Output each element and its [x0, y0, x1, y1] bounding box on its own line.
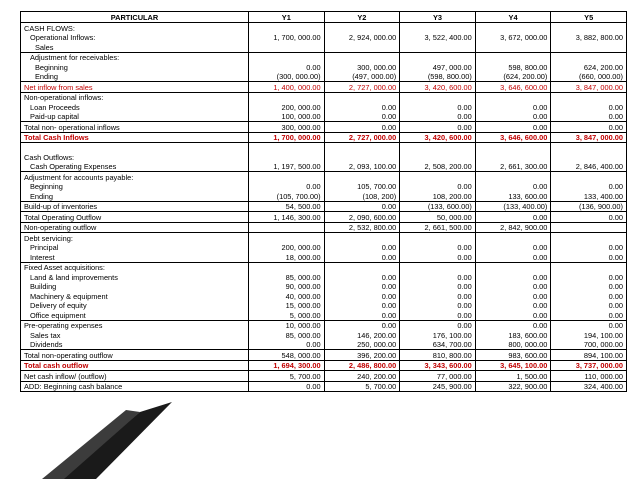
row-label: Non-operational inflows: — [21, 92, 249, 102]
row-label: Total Cash Inflows — [21, 132, 249, 143]
cell-y2: 0.00 — [324, 272, 400, 282]
cell-y2: 250, 000.00 — [324, 340, 400, 350]
row-label: ADD: Beginning cash balance — [21, 381, 249, 392]
cell-y3: 176, 100.00 — [400, 330, 476, 340]
cell-y1: 1, 700, 000.00 — [249, 132, 325, 143]
cell-y2: 0.00 — [324, 291, 400, 301]
cell-y5: 133, 400.00 — [551, 191, 627, 201]
row-label: Beginning — [21, 62, 249, 72]
cell-y3: 810, 800.00 — [400, 350, 476, 361]
cell-y4: (624, 200.00) — [475, 72, 551, 82]
cell-y4: 983, 600.00 — [475, 350, 551, 361]
header-cell-y4: Y4 — [475, 12, 551, 23]
cell-y1: 0.00 — [249, 62, 325, 72]
cell-y2: (108, 200) — [324, 191, 400, 201]
cell-y4: 0.00 — [475, 320, 551, 330]
cell-y2: 300, 000.00 — [324, 62, 400, 72]
row-label: Total non-operating outflow — [21, 350, 249, 361]
cell-y2: 2, 090, 600.00 — [324, 212, 400, 223]
cell-y1: 1, 146, 300.00 — [249, 212, 325, 223]
cell-y4: 598, 800.00 — [475, 62, 551, 72]
row-label: Non-operating outflow — [21, 222, 249, 233]
cell-y4: 0.00 — [475, 182, 551, 192]
cell-y1: 0.00 — [249, 182, 325, 192]
row-label: Building — [21, 282, 249, 292]
cell-y1: 1, 694, 300.00 — [249, 360, 325, 371]
cell-y1: 200, 000.00 — [249, 102, 325, 112]
header-cell-y3: Y3 — [400, 12, 476, 23]
cell-y2: 0.00 — [324, 122, 400, 133]
row-label: Cash Operating Expenses — [21, 162, 249, 172]
cell-y5: 3, 737, 000.00 — [551, 360, 627, 371]
cell-y2: (497, 000.00) — [324, 72, 400, 82]
cell-y1: 15, 000.00 — [249, 301, 325, 311]
cell-y1: 1, 700, 000.00 — [249, 33, 325, 43]
cell-y5: (136, 900.00) — [551, 201, 627, 212]
cell-y1: (300, 000.00) — [249, 72, 325, 82]
cell-y5: 0.00 — [551, 243, 627, 253]
cell-y4: 0.00 — [475, 122, 551, 133]
cell-y5: 0.00 — [551, 212, 627, 223]
cell-y3: 0.00 — [400, 310, 476, 320]
cell-y5: 0.00 — [551, 112, 627, 122]
row-label: Loan Proceeds — [21, 102, 249, 112]
cell-y3: 0.00 — [400, 282, 476, 292]
row-label: Operational Inflows: — [21, 33, 249, 43]
cell-y2: 0.00 — [324, 282, 400, 292]
cell-y1: 0.00 — [249, 340, 325, 350]
cell-y2: 396, 200.00 — [324, 350, 400, 361]
cell-y5: 0.00 — [551, 282, 627, 292]
cell-y4: 0.00 — [475, 272, 551, 282]
cell-y2: 0.00 — [324, 301, 400, 311]
cell-y3: (598, 800.00) — [400, 72, 476, 82]
cell-y4: 322, 900.00 — [475, 381, 551, 392]
cell-y3: 3, 420, 600.00 — [400, 82, 476, 93]
row-label: Net inflow from sales — [21, 82, 249, 93]
cell-y3: 634, 700.00 — [400, 340, 476, 350]
cell-y3: (133, 600.00) — [400, 201, 476, 212]
cell-y5: 0.00 — [551, 252, 627, 262]
cell-y1: (105, 700.00) — [249, 191, 325, 201]
cell-y5: 700, 000.00 — [551, 340, 627, 350]
cell-y3: 0.00 — [400, 301, 476, 311]
cell-y5: 0.00 — [551, 310, 627, 320]
cell-y2: 0.00 — [324, 112, 400, 122]
cell-y4: 0.00 — [475, 282, 551, 292]
row-label: Delivery of equity — [21, 301, 249, 311]
row-label: Fixed Asset acquisitions: — [21, 262, 249, 272]
cell-y5: 0.00 — [551, 122, 627, 133]
cell-y1: 1, 197, 500.00 — [249, 162, 325, 172]
cell-y5: (660, 000.00) — [551, 72, 627, 82]
cell-y3: 108, 200.00 — [400, 191, 476, 201]
row-label: Ending — [21, 191, 249, 201]
cell-y3: 0.00 — [400, 122, 476, 133]
row-label: Sales tax — [21, 330, 249, 340]
cell-y4: (133, 400.00) — [475, 201, 551, 212]
row-label: Land & land improvements — [21, 272, 249, 282]
cell-y5: 3, 847, 000.00 — [551, 132, 627, 143]
row-label: Total cash outflow — [21, 360, 249, 371]
cell-y2: 105, 700.00 — [324, 182, 400, 192]
cell-y1: 10, 000.00 — [249, 320, 325, 330]
cell-y5: 2, 846, 400.00 — [551, 162, 627, 172]
cell-y3: 2, 508, 200.00 — [400, 162, 476, 172]
row-label: Principal — [21, 243, 249, 253]
cell-y1: 300, 000.00 — [249, 122, 325, 133]
cell-y3: 77, 000.00 — [400, 371, 476, 382]
cell-y2: 2, 093, 100.00 — [324, 162, 400, 172]
cell-y2: 240, 200.00 — [324, 371, 400, 382]
cell-y5: 324, 400.00 — [551, 381, 627, 392]
cell-y3: 50, 000.00 — [400, 212, 476, 223]
cell-y2: 2, 727, 000.00 — [324, 132, 400, 143]
cell-y4: 3, 646, 600.00 — [475, 82, 551, 93]
row-label: CASH FLOWS: — [21, 23, 249, 33]
row-label: Beginning — [21, 182, 249, 192]
cell-y4: 3, 646, 600.00 — [475, 132, 551, 143]
cell-y2: 0.00 — [324, 243, 400, 253]
cell-y1: 5, 700.00 — [249, 371, 325, 382]
cell-y4: 3, 672, 000.00 — [475, 33, 551, 43]
cell-y3: 0.00 — [400, 252, 476, 262]
cell-y5: 0.00 — [551, 102, 627, 112]
cell-y2: 2, 486, 800.00 — [324, 360, 400, 371]
cell-y5: 0.00 — [551, 301, 627, 311]
cell-y5: 624, 200.00 — [551, 62, 627, 72]
cell-y1: 5, 000.00 — [249, 310, 325, 320]
cell-y3: 3, 343, 600.00 — [400, 360, 476, 371]
cell-y4: 0.00 — [475, 291, 551, 301]
row-label: Machinery & equipment — [21, 291, 249, 301]
cell-y2: 0.00 — [324, 201, 400, 212]
cell-y3: 2, 661, 500.00 — [400, 222, 476, 233]
cell-y4: 3, 645, 100.00 — [475, 360, 551, 371]
cell-y2: 2, 532, 800.00 — [324, 222, 400, 233]
cell-y5: 0.00 — [551, 272, 627, 282]
row-label: Build-up of inventories — [21, 201, 249, 212]
cell-y1: 0.00 — [249, 381, 325, 392]
cell-y4: 133, 600.00 — [475, 191, 551, 201]
cell-y4: 2, 842, 900.00 — [475, 222, 551, 233]
cell-y1: 200, 000.00 — [249, 243, 325, 253]
cell-y5: 0.00 — [551, 182, 627, 192]
cell-y3: 497, 000.00 — [400, 62, 476, 72]
cell-y2: 5, 700.00 — [324, 381, 400, 392]
row-label: Net cash inflow/ (outflow) — [21, 371, 249, 382]
header-cell-y2: Y2 — [324, 12, 400, 23]
cell-y4: 0.00 — [475, 301, 551, 311]
row-label: Dividends — [21, 340, 249, 350]
cell-y3: 0.00 — [400, 102, 476, 112]
cell-y3: 0.00 — [400, 182, 476, 192]
row-label: Total Operating Outflow — [21, 212, 249, 223]
cell-y4: 0.00 — [475, 252, 551, 262]
header-cell-particular: PARTICULAR — [21, 12, 249, 23]
cell-y5: 0.00 — [551, 320, 627, 330]
row-label: Sales — [21, 42, 249, 52]
cell-y5: 194, 100.00 — [551, 330, 627, 340]
row-label: Interest — [21, 252, 249, 262]
cell-y3: 3, 420, 600.00 — [400, 132, 476, 143]
row-label: Adjustment for receivables: — [21, 52, 249, 62]
cell-y1: 54, 500.00 — [249, 201, 325, 212]
header-cell-y1: Y1 — [249, 12, 325, 23]
cell-y1: 90, 000.00 — [249, 282, 325, 292]
cell-y1: 40, 000.00 — [249, 291, 325, 301]
cell-y5: 3, 882, 800.00 — [551, 33, 627, 43]
row-label: Office equipment — [21, 310, 249, 320]
row-label: Paid-up capital — [21, 112, 249, 122]
cell-y2: 0.00 — [324, 102, 400, 112]
cell-y3: 0.00 — [400, 320, 476, 330]
cell-y5: 0.00 — [551, 291, 627, 301]
row-label: Pre-operating expenses — [21, 320, 249, 330]
cell-y1: 548, 000.00 — [249, 350, 325, 361]
row-label: Total non- operational inflows — [21, 122, 249, 133]
cell-y1: 100, 000.00 — [249, 112, 325, 122]
cell-y4: 0.00 — [475, 310, 551, 320]
cell-y1: 85, 000.00 — [249, 330, 325, 340]
row-label: Ending — [21, 72, 249, 82]
cell-y5: 110, 000.00 — [551, 371, 627, 382]
cell-y4: 800, 000.00 — [475, 340, 551, 350]
cell-y2: 2, 924, 000.00 — [324, 33, 400, 43]
cell-y4: 1, 500.00 — [475, 371, 551, 382]
cell-y4: 0.00 — [475, 112, 551, 122]
cell-y4: 2, 661, 300.00 — [475, 162, 551, 172]
cell-y4: 0.00 — [475, 212, 551, 223]
cell-y5: 894, 100.00 — [551, 350, 627, 361]
cell-y2: 2, 727, 000.00 — [324, 82, 400, 93]
cell-y3: 0.00 — [400, 112, 476, 122]
row-label: Adjustment for accounts payable: — [21, 172, 249, 182]
cell-y3: 0.00 — [400, 272, 476, 282]
cell-y3: 245, 900.00 — [400, 381, 476, 392]
cell-y3: 0.00 — [400, 291, 476, 301]
cell-y5: 3, 847, 000.00 — [551, 82, 627, 93]
row-label: Debt servicing: — [21, 233, 249, 243]
cell-y2: 0.00 — [324, 252, 400, 262]
cell-y4: 0.00 — [475, 243, 551, 253]
cell-y3: 3, 522, 400.00 — [400, 33, 476, 43]
row-label: Cash Outflows: — [21, 152, 249, 162]
cell-y2: 0.00 — [324, 320, 400, 330]
cell-y1: 1, 400, 000.00 — [249, 82, 325, 93]
cell-y2: 0.00 — [324, 310, 400, 320]
cell-y2: 146, 200.00 — [324, 330, 400, 340]
cell-y1: 85, 000.00 — [249, 272, 325, 282]
cell-y4: 183, 600.00 — [475, 330, 551, 340]
cell-y3: 0.00 — [400, 243, 476, 253]
cell-y1: 18, 000.00 — [249, 252, 325, 262]
header-cell-y5: Y5 — [551, 12, 627, 23]
cell-y4: 0.00 — [475, 102, 551, 112]
